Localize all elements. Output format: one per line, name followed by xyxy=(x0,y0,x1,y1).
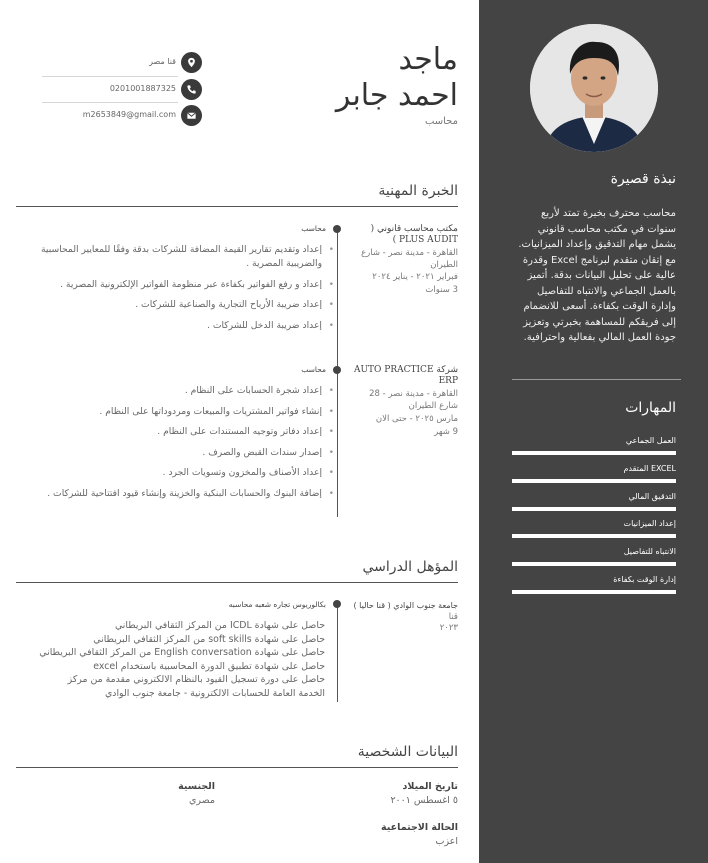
marital-status-value: اعزب xyxy=(435,836,458,847)
marital-status-label: الحالة الاجتماعية xyxy=(381,822,458,833)
phone-text: 0201001887325 xyxy=(109,84,176,93)
location-text: قنا مصر xyxy=(149,57,176,66)
envelope-icon xyxy=(181,105,202,126)
skill-bar xyxy=(512,507,676,511)
education-degree: بكالوريوس تجاره شعبه محاسبه xyxy=(228,600,326,609)
skill-bar xyxy=(512,562,676,566)
section-rule xyxy=(16,582,458,583)
certificate-line: حاصل على شهادة soft skills من المركز الثقافي البريطاني xyxy=(93,633,325,645)
contact-divider xyxy=(42,102,178,103)
birth-date-label: تاريخ الميلاد xyxy=(402,781,458,792)
job-bullet: • إصدار سندات القبض والصرف . xyxy=(22,446,322,460)
job-bullets xyxy=(22,384,322,508)
full-name: احمد جابر xyxy=(335,78,458,113)
job-bullet: • إعداد ضريبة الدخل للشركات . xyxy=(22,319,322,333)
education-year: ٢٠٢٣ xyxy=(439,623,458,633)
education-org: جامعة جنوب الوادي ( قنا حاليا ) xyxy=(353,601,458,610)
sidebar-divider xyxy=(512,379,681,380)
contact-email xyxy=(42,104,202,128)
skill-label: التدقيق المالي xyxy=(628,492,676,501)
personal-title: البيانات الشخصية xyxy=(357,744,458,760)
skill-bar xyxy=(512,534,676,538)
job-duration: 3 سنوات xyxy=(425,285,458,295)
job-bullet: • إعداد شجرة الحسابات على النظام . xyxy=(22,384,322,398)
timeline-dot xyxy=(333,225,341,233)
job-location: القاهرة - مدينة نصر - 28 شارع الطيران xyxy=(369,389,458,411)
profile-photo xyxy=(530,24,658,152)
job-duration: 9 شهر xyxy=(434,427,458,437)
certificate-line: الخدمة العامة للحسابات الالكترونية - جامعة جنوب الوادي xyxy=(104,687,325,699)
skill-bar xyxy=(512,479,676,483)
job-bullet: • إعداد دفاتر وتوجيه المستندات على النظام . xyxy=(22,425,322,439)
location-pin-icon xyxy=(181,52,202,73)
nationality-value: مصري xyxy=(188,795,215,806)
timeline-dot xyxy=(333,366,341,374)
job-dates: فبراير ٢٠٢١ - يناير ٢٠٢٤ xyxy=(372,272,458,282)
skill-label: EXCEL المتقدم xyxy=(623,464,676,473)
job-bullet: • إعداد ضريبة الأرباح التجارية والصناعية للشركات . xyxy=(22,298,322,312)
job-bullet: • إعداد و رفع الفواتير بكفاءة عبر منظومة الفواتير الإلكترونية المصرية . xyxy=(22,278,322,292)
skills-title: المهارات xyxy=(625,400,676,416)
contact-divider xyxy=(42,76,178,77)
job-bullet: • إضافة البنوك والحسابات البنكية والخزينة وإنشاء قيود افتتاحية للشركات . xyxy=(22,487,322,501)
about-title: نبذة قصيرة xyxy=(610,171,676,187)
education-certificates xyxy=(15,619,325,701)
birth-date-value: ٥ اغسطس ٢٠٠١ xyxy=(390,795,458,806)
skill-label: العمل الجماعي xyxy=(625,436,676,445)
education-timeline xyxy=(337,601,338,702)
job-role: محاسب xyxy=(301,365,326,374)
skill-label: إعداد الميزانيات xyxy=(623,519,676,528)
section-rule xyxy=(16,206,458,207)
job-org: مكتب محاسب قانوني ( PLUS AUDIT ) xyxy=(370,224,458,245)
first-name: ماجد xyxy=(398,42,458,77)
job-bullet: • إعداد وتقديم تقارير القيمة المضافة للشركات بدقة وفقًا للمعايير المحاسبية والضريبية المصرية . xyxy=(22,243,322,271)
job-location: القاهرة - مدينة نصر - شارع الطيران xyxy=(361,248,458,270)
skill-bar xyxy=(512,590,676,594)
education-title: المؤهل الدراسي xyxy=(362,559,458,575)
contact-phone xyxy=(42,78,202,102)
job-bullet: • إعداد الأصناف والمخزون وتسويات الجرد . xyxy=(22,466,322,480)
job-role: محاسب xyxy=(301,224,326,233)
job-org: شركة AUTO PRACTICE ERP xyxy=(353,365,458,386)
certificate-line: حاصل على شهادة ICDL من المركز الثقافي البريطاني xyxy=(114,620,325,631)
job-bullets xyxy=(22,243,322,339)
skill-label: إدارة الوقت بكفاءة xyxy=(613,575,676,584)
experience-title: الخبرة المهنية xyxy=(378,183,458,199)
about-text: محاسب محترف بخبرة تمتد لأربع سنوات في مكتب محاسب قانوني يشمل مهام التدقيق وإعداد الميزانيات. مع إتقان متقدم لبرنامج Excel وقدرة عالية على تحليل البيانات بدقة. أتميز بالعمل الجماعي والانتباه للتفاصيل وإدارة الوقت بكفاءة. أسعى للانضمام إلى فريقكم للمساهمة بخبرتي وتعزيز جودة العمل المالي بفعالية واحترافية. xyxy=(518,208,676,343)
timeline-dot xyxy=(333,600,341,608)
phone-icon xyxy=(181,79,202,100)
skill-bar xyxy=(512,451,676,455)
skill-label: الانتباه للتفاصيل xyxy=(623,547,676,556)
section-rule xyxy=(16,767,458,768)
job-dates: مارس ٢٠٢٥ - حتى الان xyxy=(375,414,458,424)
education-location: قنا xyxy=(448,612,458,622)
certificate-line: حاصل على دورة تسجيل القيود بالنظام الالكتروني مقدمة من مركز xyxy=(67,674,325,686)
certificate-line: حاصل على شهادة English conversation من المركز الثقافي البريطاني xyxy=(39,647,325,659)
certificate-line: حاصل على شهادة تطبيق الدورة المحاسبية باستخدام excel xyxy=(93,660,325,672)
email-text: m2653849@gmail.com xyxy=(82,110,176,119)
job-bullet: • إنشاء فواتير المشتريات والمبيعات ومردوداتها على النظام . xyxy=(22,405,322,419)
job-title: محاسب xyxy=(424,116,458,127)
contact-location xyxy=(42,51,202,75)
nationality-label: الجنسية xyxy=(178,781,215,792)
